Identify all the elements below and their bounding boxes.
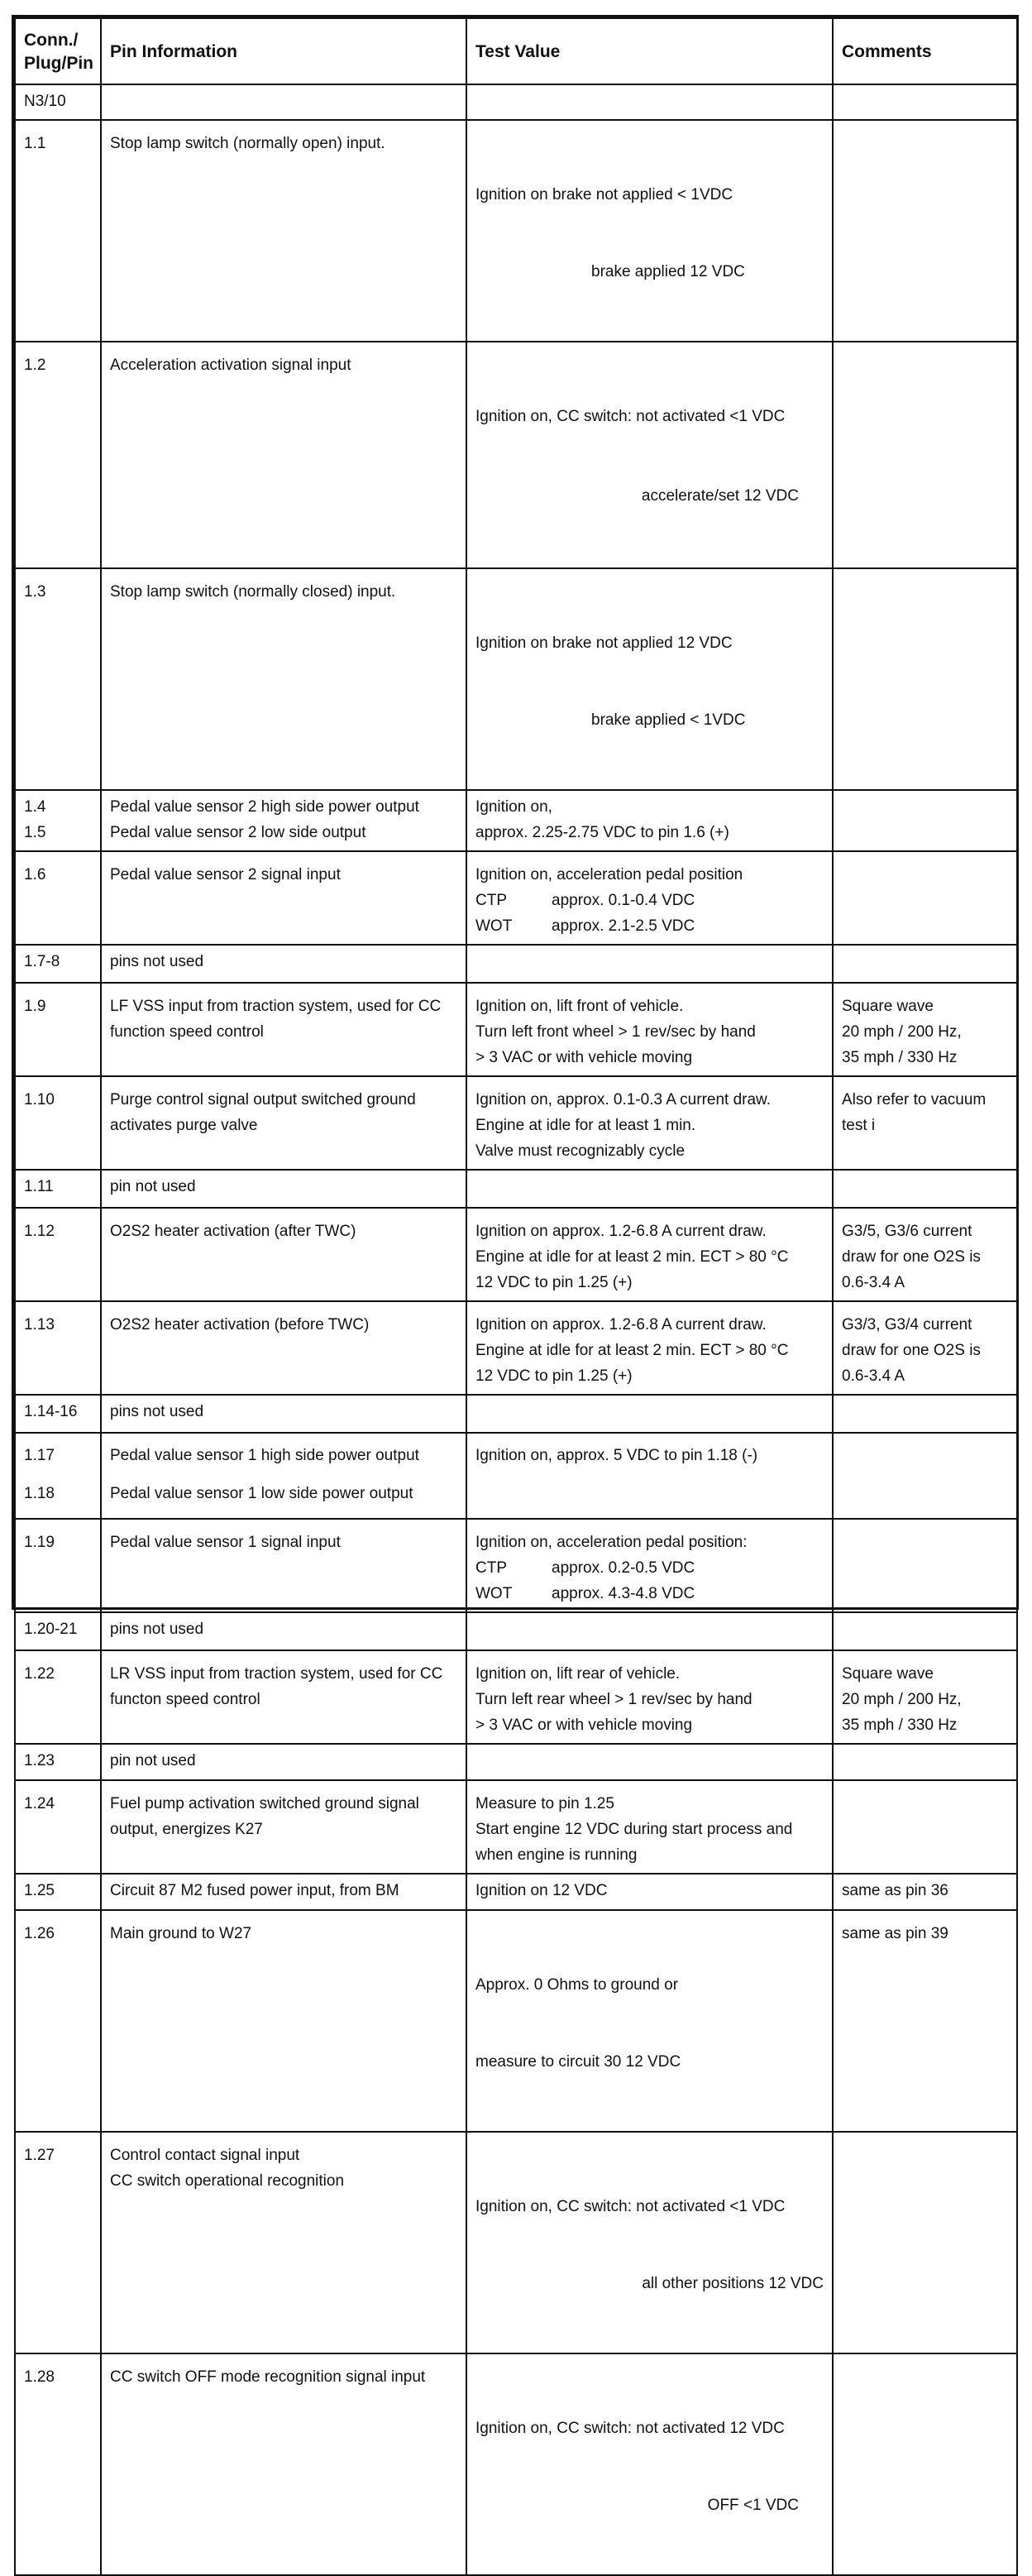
test-text: Approx. 0 Ohms to ground or: [475, 1976, 679, 1994]
test-cell: [466, 568, 833, 790]
comments-cell: [833, 1612, 1017, 1650]
comment-text: 20 mph / 200 Hz,: [842, 1691, 962, 1708]
comment-text: draw for one O2S is: [842, 1248, 981, 1266]
test-text: Ignition on, acceleration pedal position:: [475, 1534, 748, 1551]
test-cell: [466, 1612, 833, 1650]
pin-text: 1.23: [24, 1752, 55, 1769]
pin-text: N3/10: [24, 93, 66, 110]
test-text: > 3 VAC or with vehicle moving: [475, 1049, 693, 1066]
table-row: [15, 790, 1017, 851]
info-text: LR VSS input from traction system, used for CC: [110, 1665, 443, 1683]
info-cell: [101, 1433, 466, 1519]
pin-cell: [15, 1301, 101, 1395]
test-cell: [466, 1170, 833, 1208]
test-text: Ignition on approx. 1.2-6.8 A current draw.: [475, 1316, 767, 1333]
test-text: Ignition on approx. 1.2-6.8 A current draw.: [475, 1223, 767, 1240]
test-cell: [466, 1910, 833, 2132]
comments-cell: [833, 84, 1017, 120]
pin-cell: [15, 1395, 101, 1433]
pin-text: 1.14-16: [24, 1403, 78, 1420]
test-cell: [466, 945, 833, 983]
table-row: [15, 568, 1017, 790]
comments-cell: [833, 1519, 1017, 1612]
pin-text: 1.3: [24, 583, 46, 601]
info-cell: [101, 1170, 466, 1208]
pin-cell: [15, 2353, 101, 2575]
table-header-row: [15, 18, 1017, 84]
test-text: Ignition on, approx. 0.1-0.3 A current draw.: [475, 1091, 772, 1108]
test-text: Ignition on, lift rear of vehicle.: [475, 1665, 681, 1683]
test-text: 12 VDC to pin 1.25 (+): [475, 1367, 633, 1385]
test-cell: [466, 1076, 833, 1170]
test-cell: [466, 84, 833, 120]
info-text: Stop lamp switch (normally open) input.: [110, 135, 385, 152]
comment-text: same as pin 36: [842, 1882, 948, 1899]
comment-text: same as pin 39: [842, 1925, 948, 1942]
table-row: [15, 1650, 1017, 1744]
header-pin-info: Pin Information: [101, 18, 466, 84]
pin-text: 1.27: [24, 2147, 55, 2164]
comments-cell: [833, 2132, 1017, 2353]
header-conn: [15, 18, 101, 84]
info-text: activates purge valve: [110, 1117, 258, 1134]
test-label: CTP: [475, 1559, 507, 1577]
comment-text: Square wave: [842, 998, 934, 1015]
test-text: Valve must recognizably cycle: [475, 1142, 686, 1160]
table-row: [15, 2353, 1017, 2575]
pin-cell: [15, 1208, 101, 1301]
info-text: Main ground to W27: [110, 1925, 252, 1942]
test-label: WOT: [475, 1585, 513, 1602]
pin-cell: [15, 1612, 101, 1650]
test-text: OFF <1 VDC: [707, 2497, 799, 2514]
test-label: WOT: [475, 917, 513, 935]
header-conn-line-1: Conn./: [24, 31, 79, 50]
info-cell: [101, 1780, 466, 1874]
info-cell: [101, 568, 466, 790]
info-text: Pedal value sensor 1 low side power output: [110, 1485, 413, 1502]
test-text: Ignition on, lift front of vehicle.: [475, 998, 684, 1015]
header-conn-line-2: Plug/Pin: [24, 54, 93, 73]
info-cell: [101, 2132, 466, 2353]
comment-text: 0.6-3.4 A: [842, 1367, 905, 1385]
table-row: [15, 1301, 1017, 1395]
comments-cell: [833, 945, 1017, 983]
table-row: [15, 1395, 1017, 1433]
test-text: brake applied 12 VDC: [591, 263, 745, 280]
test-text: approx. 0.2-0.5 VDC: [552, 1559, 695, 1577]
pin-text: 1.11: [24, 1178, 54, 1195]
pin-cell: [15, 1874, 101, 1910]
info-cell: [101, 1076, 466, 1170]
info-cell: [101, 1301, 466, 1395]
test-cell: [466, 1780, 833, 1874]
pin-cell: [15, 983, 101, 1076]
comments-cell: [833, 851, 1017, 945]
pin-cell: [15, 568, 101, 790]
table-row: [15, 1519, 1017, 1612]
test-text: Ignition on 12 VDC: [475, 1882, 608, 1899]
table-row: [15, 1744, 1017, 1780]
pin-text: 1.2: [24, 357, 46, 374]
comment-text: G3/3, G3/4 current: [842, 1316, 972, 1333]
info-text: Pedal value sensor 1 signal input: [110, 1534, 341, 1551]
info-text: LF VSS input from traction system, used for CC: [110, 998, 442, 1015]
table-row: [15, 945, 1017, 983]
comments-cell: [833, 120, 1017, 342]
test-text: Engine at idle for at least 2 min. ECT > 80 °C: [475, 1342, 789, 1359]
test-text: Turn left rear wheel > 1 rev/sec by hand: [475, 1691, 752, 1708]
pin-text: 1.25: [24, 1882, 55, 1899]
info-cell: [101, 1612, 466, 1650]
test-text: Ignition on, acceleration pedal position: [475, 866, 743, 883]
comment-text: 0.6-3.4 A: [842, 1274, 905, 1291]
header-comments: Comments: [833, 18, 1017, 84]
header-test-value: Test Value: [466, 18, 833, 84]
test-text: Ignition on, CC switch: not activated 12 VDC: [475, 2420, 785, 2437]
comments-cell: [833, 1433, 1017, 1519]
info-cell: [101, 1744, 466, 1780]
test-text: Measure to pin 1.25: [475, 1795, 614, 1812]
test-cell: [466, 1744, 833, 1780]
info-text: CC switch operational recognition: [110, 2172, 345, 2190]
test-cell: [466, 342, 833, 568]
test-cell: [466, 120, 833, 342]
pin-cell: [15, 120, 101, 342]
info-text: pins not used: [110, 953, 204, 970]
test-cell: [466, 1208, 833, 1301]
pin-text: 1.7-8: [24, 953, 60, 970]
comment-text: Also refer to vacuum: [842, 1091, 987, 1108]
pin-text: 1.28: [24, 2368, 55, 2386]
pin-text: 1.1: [24, 135, 46, 152]
info-cell: [101, 120, 466, 342]
pin-cell: [15, 1519, 101, 1612]
table-row: [15, 1780, 1017, 1874]
pin-text: 1.22: [24, 1665, 55, 1683]
test-text: 12 VDC to pin 1.25 (+): [475, 1274, 633, 1291]
pin-cell: [15, 1744, 101, 1780]
info-text: Circuit 87 M2 fused power input, from BM: [110, 1882, 399, 1899]
test-text: approx. 4.3-4.8 VDC: [552, 1585, 695, 1602]
comment-text: Square wave: [842, 1665, 934, 1683]
pin-text: 1.20-21: [24, 1621, 78, 1638]
info-text: output, energizes K27: [110, 1821, 263, 1838]
pin-cell: [15, 1650, 101, 1744]
pin-text: 1.12: [24, 1223, 55, 1240]
test-text: Ignition on, CC switch: not activated <1 VDC: [475, 408, 786, 425]
test-text: brake applied < 1VDC: [591, 711, 746, 729]
comments-cell: [833, 568, 1017, 790]
table-row: [15, 1874, 1017, 1910]
pin-text: 1.4: [24, 798, 46, 816]
test-text: all other positions 12 VDC: [642, 2275, 824, 2292]
info-cell: [101, 342, 466, 568]
info-cell: [101, 84, 466, 120]
comment-text: draw for one O2S is: [842, 1342, 981, 1359]
pin-cell: [15, 1076, 101, 1170]
info-text: CC switch OFF mode recognition signal input: [110, 2368, 426, 2386]
test-cell: [466, 1874, 833, 1910]
test-text: Ignition on,: [475, 798, 552, 816]
info-cell: [101, 2353, 466, 2575]
test-text: Engine at idle for at least 2 min. ECT > 80 °C: [475, 1248, 789, 1266]
table-row: [15, 851, 1017, 945]
info-text: Pedal value sensor 2 signal input: [110, 866, 341, 883]
pin-text: 1.6: [24, 866, 46, 883]
test-label: CTP: [475, 892, 507, 909]
table-row: [15, 1170, 1017, 1208]
pin-cell: [15, 1910, 101, 2132]
comments-cell: [833, 1395, 1017, 1433]
comments-cell: [833, 342, 1017, 568]
pin-cell: [15, 790, 101, 851]
info-text: Purge control signal output switched ground: [110, 1091, 416, 1108]
info-text: Stop lamp switch (normally closed) input.: [110, 583, 396, 601]
info-text: O2S2 heater activation (after TWC): [110, 1223, 356, 1240]
pin-table-sheet: [12, 15, 1019, 2514]
info-cell: [101, 1395, 466, 1433]
test-text: Start engine 12 VDC during start process and: [475, 1821, 793, 1838]
info-cell: [101, 1650, 466, 1744]
info-cell: [101, 1519, 466, 1612]
comments-cell: [833, 1780, 1017, 1874]
test-cell: [466, 1650, 833, 1744]
info-cell: [101, 983, 466, 1076]
test-cell: [466, 790, 833, 851]
comments-cell: [833, 1301, 1017, 1395]
pin-cell: [15, 851, 101, 945]
pin-text: 1.26: [24, 1925, 55, 1942]
pin-text: 1.9: [24, 998, 46, 1015]
comments-cell: [833, 1650, 1017, 1744]
comments-cell: [833, 1208, 1017, 1301]
table-row: [15, 84, 1017, 120]
test-text: measure to circuit 30 12 VDC: [475, 2053, 681, 2071]
test-cell: [466, 2353, 833, 2575]
test-cell: [466, 1519, 833, 1612]
info-text: Pedal value sensor 1 high side power output: [110, 1447, 419, 1464]
comments-cell: [833, 983, 1017, 1076]
info-text: function speed control: [110, 1023, 264, 1041]
table-row: [15, 342, 1017, 568]
test-cell: [466, 1395, 833, 1433]
info-text: O2S2 heater activation (before TWC): [110, 1316, 370, 1333]
pin-cell: [15, 1433, 101, 1519]
info-cell: [101, 1208, 466, 1301]
pin-text: 1.17: [24, 1447, 55, 1464]
pin-text: 1.24: [24, 1795, 55, 1812]
pin-cell: [15, 342, 101, 568]
comment-text: 35 mph / 330 Hz: [842, 1717, 958, 1734]
table-row: [15, 1076, 1017, 1170]
table-row: [15, 120, 1017, 342]
pin-cell: [15, 2132, 101, 2353]
comments-cell: [833, 1874, 1017, 1910]
table-row: [15, 1208, 1017, 1301]
info-text: pins not used: [110, 1403, 204, 1420]
info-text: pin not used: [110, 1178, 196, 1195]
pin-cell: [15, 1780, 101, 1874]
test-text: Ignition on brake not applied 12 VDC: [475, 634, 733, 652]
comment-text: G3/5, G3/6 current: [842, 1223, 972, 1240]
comment-text: 35 mph / 330 Hz: [842, 1049, 958, 1066]
info-text: Acceleration activation signal input: [110, 357, 351, 374]
pin-text: 1.13: [24, 1316, 55, 1333]
test-cell: [466, 1433, 833, 1519]
comments-cell: [833, 1744, 1017, 1780]
test-text: Ignition on, CC switch: not activated <1 VDC: [475, 2198, 786, 2215]
info-cell: [101, 1910, 466, 2132]
test-text: approx. 2.25-2.75 VDC to pin 1.6 (+): [475, 824, 729, 841]
table-row: [15, 983, 1017, 1076]
comments-cell: [833, 1170, 1017, 1208]
test-text: accelerate/set 12 VDC: [641, 487, 799, 505]
pin-text: 1.19: [24, 1534, 55, 1551]
comments-cell: [833, 1910, 1017, 2132]
info-cell: [101, 851, 466, 945]
pin-cell: [15, 1170, 101, 1208]
test-cell: [466, 851, 833, 945]
info-cell: [101, 790, 466, 851]
test-cell: [466, 2132, 833, 2353]
comments-cell: [833, 1076, 1017, 1170]
pin-cell: [15, 84, 101, 120]
info-text: functon speed control: [110, 1691, 260, 1708]
test-text: Turn left front wheel > 1 rev/sec by hand: [475, 1023, 756, 1041]
comment-text: test i: [842, 1117, 876, 1134]
pin-table: [14, 17, 1018, 2576]
table-row: [15, 1612, 1017, 1650]
pin-cell: [15, 945, 101, 983]
test-text: Ignition on brake not applied < 1VDC: [475, 186, 733, 203]
info-text: Fuel pump activation switched ground signal: [110, 1795, 419, 1812]
pin-text: 1.5: [24, 824, 46, 841]
info-text: Control contact signal input: [110, 2147, 300, 2164]
test-cell: [466, 1301, 833, 1395]
pin-text: 1.10: [24, 1091, 55, 1108]
test-text: Engine at idle for at least 1 min.: [475, 1117, 696, 1134]
test-text: approx. 2.1-2.5 VDC: [552, 917, 695, 935]
pin-text: 1.18: [24, 1485, 55, 1502]
comments-cell: [833, 790, 1017, 851]
table-row: [15, 2132, 1017, 2353]
table-row: [15, 1433, 1017, 1519]
info-cell: [101, 1874, 466, 1910]
info-text: pin not used: [110, 1752, 196, 1769]
test-cell: [466, 983, 833, 1076]
table-row: [15, 1910, 1017, 2132]
info-text: Pedal value sensor 2 high side power output: [110, 798, 419, 816]
comments-cell: [833, 2353, 1017, 2575]
test-text: approx. 0.1-0.4 VDC: [552, 892, 695, 909]
info-text: pins not used: [110, 1621, 204, 1638]
test-text: > 3 VAC or with vehicle moving: [475, 1717, 693, 1734]
comment-text: 20 mph / 200 Hz,: [842, 1023, 962, 1041]
test-text: when engine is running: [475, 1846, 638, 1864]
test-text: Ignition on, approx. 5 VDC to pin 1.18 (-): [475, 1447, 758, 1464]
info-cell: [101, 945, 466, 983]
info-text: Pedal value sensor 2 low side output: [110, 824, 366, 841]
